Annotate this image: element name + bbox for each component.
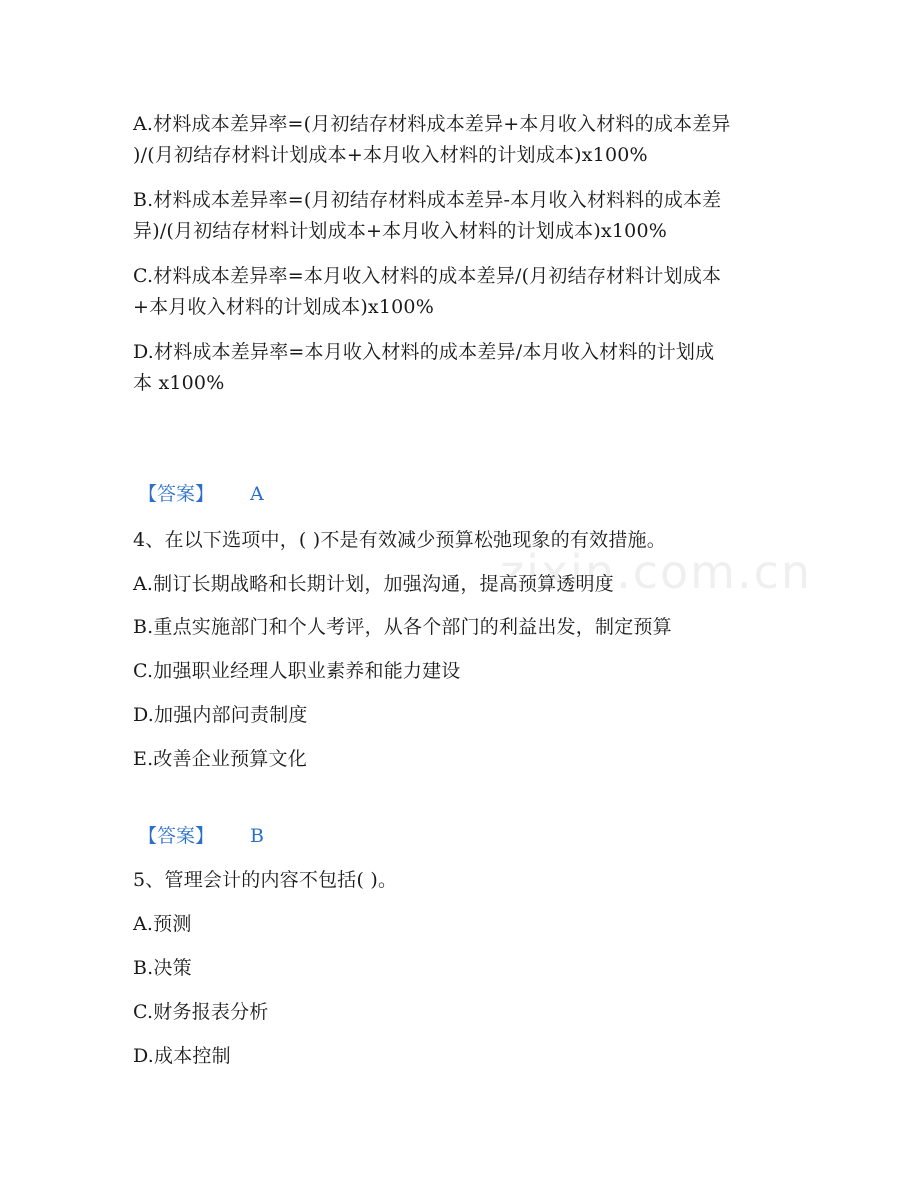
answer-tag: 【答案】 bbox=[138, 483, 215, 505]
q4-question: 4、在以下选项中，( )不是有效减少预算松弛现象的有效措施。 bbox=[133, 529, 666, 551]
answer-value: B bbox=[250, 825, 264, 847]
q4-option-d: D.加强内部问责制度 bbox=[133, 704, 308, 726]
q5-option-c: C.财务报表分析 bbox=[133, 1001, 269, 1023]
q5-option-d: D.成本控制 bbox=[133, 1045, 231, 1067]
q3-option-d-line1: D.材料成本差异率=本月收入材料的成本差异/本月收入材料的计划成 bbox=[133, 341, 715, 363]
q3-answer bbox=[138, 482, 264, 506]
q3-option-a-line2: )/(月初结存材料计划成本+本月收入材料的计划成本)x100% bbox=[133, 144, 648, 166]
q4-option-a: A.制订长期战略和长期计划，加强沟通，提高预算透明度 bbox=[133, 573, 614, 595]
q5-option-a: A.预测 bbox=[133, 913, 192, 935]
q4-option-b: B.重点实施部门和个人考评，从各个部门的利益出发，制定预算 bbox=[133, 616, 672, 638]
q5-question: 5、管理会计的内容不包括( )。 bbox=[133, 869, 398, 891]
q5-option-b: B.决策 bbox=[133, 957, 192, 979]
q3-option-a-line1: A.材料成本差异率=(月初结存材料成本差异+本月收入材料的成本差异 bbox=[133, 113, 731, 135]
q4-option-e: E.改善企业预算文化 bbox=[133, 748, 307, 770]
q3-option-c-line1: C.材料成本差异率=本月收入材料的成本差异/(月初结存材料计划成本 bbox=[133, 265, 722, 287]
q4-option-c: C.加强职业经理人职业素养和能力建设 bbox=[133, 660, 461, 682]
q4-answer bbox=[138, 824, 264, 848]
q3-option-b-line2: 异)/(月初结存材料计划成本+本月收入材料的计划成本)x100% bbox=[133, 220, 667, 242]
answer-tag: 【答案】 bbox=[138, 825, 215, 847]
watermark-text: zixin.com.cn bbox=[500, 545, 813, 599]
q3-option-c-line2: +本月收入材料的计划成本)x100% bbox=[133, 296, 434, 318]
q3-option-d-line2: 本 x100% bbox=[133, 372, 225, 394]
answer-value: A bbox=[250, 483, 264, 505]
q3-option-b-line1: B.材料成本差异率=(月初结存材料成本差异-本月收入材料料的成本差 bbox=[133, 189, 722, 211]
